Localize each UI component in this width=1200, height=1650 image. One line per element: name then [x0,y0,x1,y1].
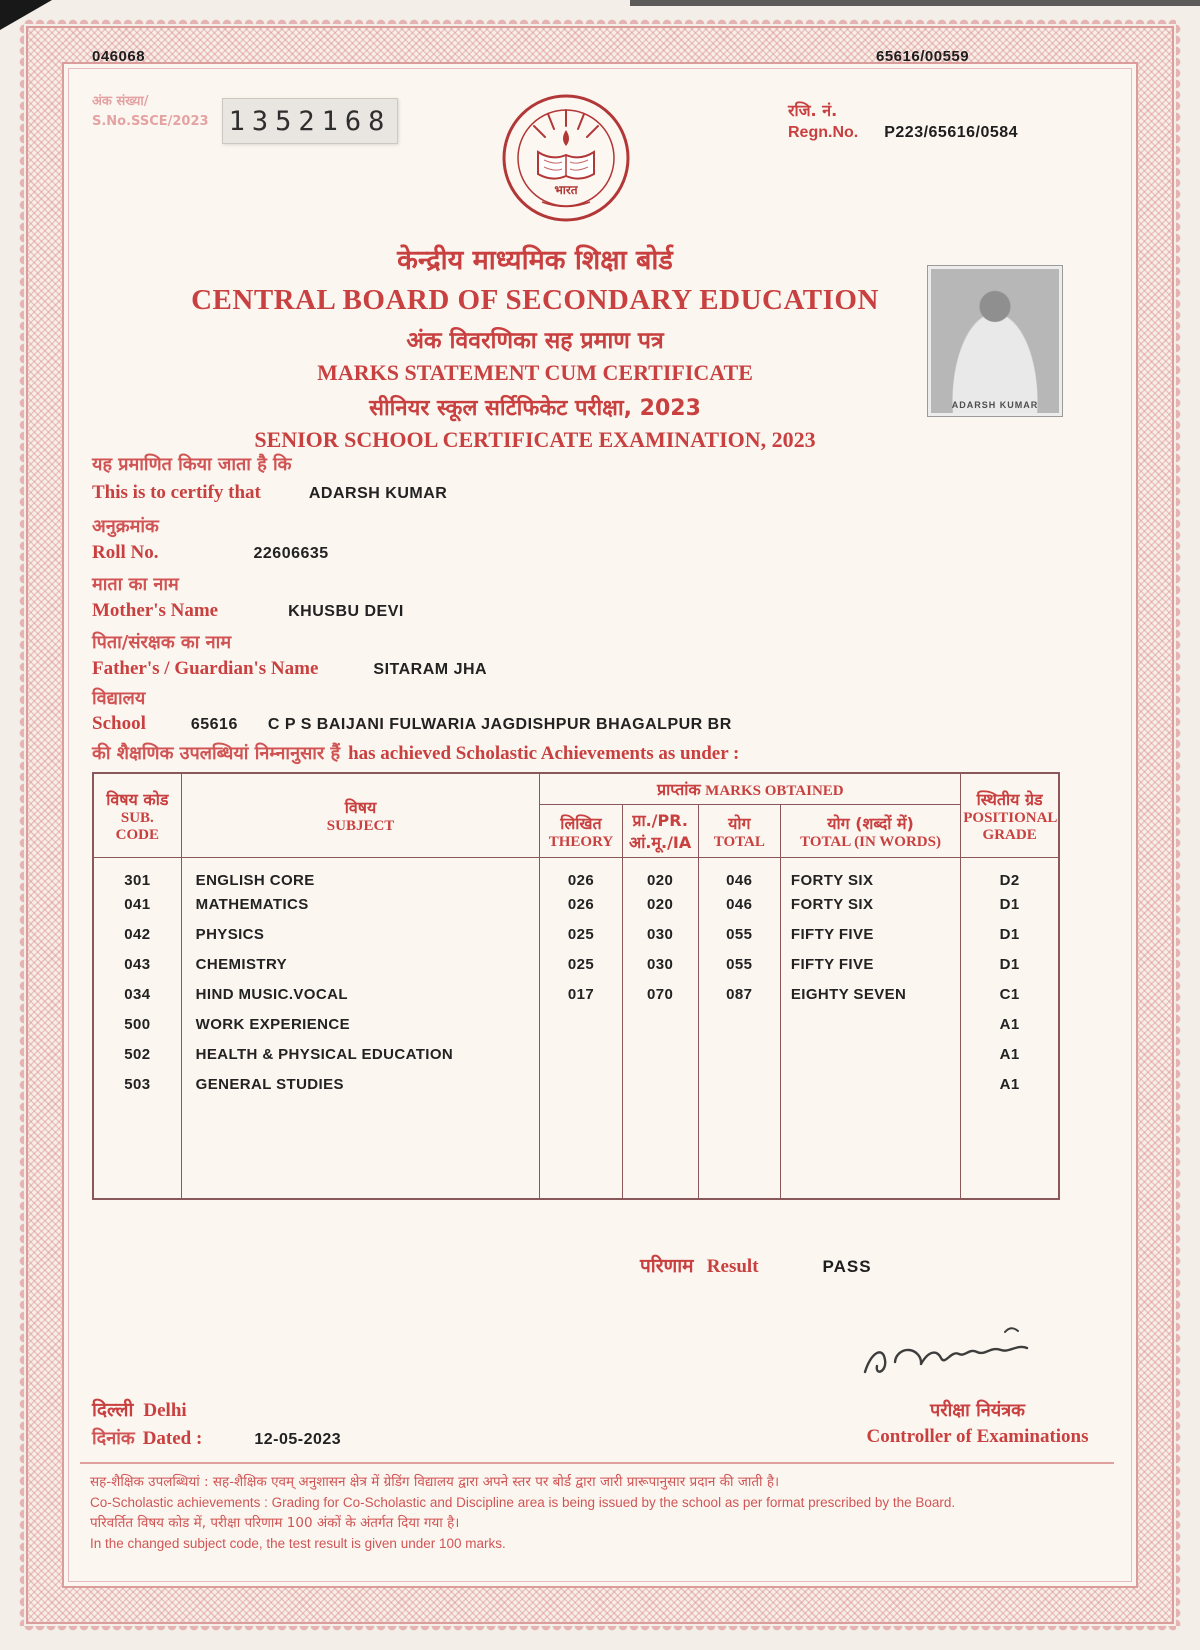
footer-notes [90,1472,1112,1554]
sno-faint-line2: S.No.SSCE/2023 [92,113,209,129]
note-coscholastic-english: Co-Scholastic achievements : Grading for Co-Scholastic and Discipline area is being issued by the school as per format prescribed by the Board. [90,1494,956,1510]
exam-title-hindi: सीनियर स्कूल सर्टिफिकेट परीक्षा, 2023 [369,396,701,421]
col-header-theory: लिखित THEORY [540,805,622,858]
controller-title-english: Controller of Examinations [866,1426,1089,1447]
doc-title-english: MARKS STATEMENT CUM CERTIFICATE [317,360,753,385]
serial-number-left: 046068 [92,48,146,65]
place-hindi: दिल्ली [92,1399,134,1421]
certificate-headers [130,240,940,453]
cell-total: 046 [698,858,780,890]
cell-practical: 030 [622,919,698,949]
school-row [92,713,732,735]
cell-total-words: FORTY SIX [780,889,960,919]
cell-code: 042 [93,919,181,949]
cell-theory [540,1009,622,1039]
achievement-line [92,741,739,765]
mother-label-hindi: माता का नाम [92,574,179,595]
place-row [92,1396,187,1422]
result-label-hindi: परिणाम [640,1255,694,1277]
col-header-marks-obtained: प्राप्तांक MARKS OBTAINED [540,773,961,805]
school-label-hindi: विद्यालय [92,688,146,709]
marks-table [92,772,1060,1200]
col-header-practical: प्रा./PR. आं.मू./IA [622,805,698,858]
cell-subject: WORK EXPERIENCE [181,1009,540,1039]
cell-grade: A1 [961,1009,1059,1039]
mother-label-english: Mother's Name [92,600,219,621]
table-row [93,1069,1059,1099]
cell-subject: GENERAL STUDIES [181,1069,540,1099]
cell-practical [622,1039,698,1069]
controller-title-hindi: परीक्षा नियंत्रक [930,1400,1025,1421]
cell-total [698,1039,780,1069]
cell-subject: ENGLISH CORE [181,858,540,890]
certificate-number-box [222,98,398,144]
cell-practical: 020 [622,858,698,890]
school-name: C P S BAIJANI FULWARIA JAGDISHPUR BHAGALPUR BR [267,716,732,733]
photo-caption: ADARSH KUMAR [951,400,1039,410]
table-row [93,919,1059,949]
col-header-subject-code: विषय कोड SUB. CODE [93,773,181,858]
cell-grade: A1 [961,1039,1059,1069]
place-english: Delhi [143,1400,187,1421]
cell-theory: 025 [540,919,622,949]
col-header-grade: स्थितीय ग्रेड POSITIONAL GRADE [961,773,1059,858]
scan-edge-artifact [630,0,1200,6]
table-row [93,1009,1059,1039]
regn-label-hindi: रजि. नं. [788,101,838,120]
cell-practical [622,1009,698,1039]
dated-row [92,1426,341,1450]
cell-code: 301 [93,858,181,890]
cell-total: 087 [698,979,780,1009]
controller-block [840,1398,1115,1448]
school-code: 65616 [190,716,238,733]
result-label-english: Result [706,1256,759,1277]
cell-theory: 026 [540,858,622,890]
father-label-english: Father's / Guardian's Name [92,658,319,679]
cell-total: 055 [698,949,780,979]
col-header-total: योग TOTAL [698,805,780,858]
cell-code: 502 [93,1039,181,1069]
footer-divider [80,1462,1114,1464]
exam-title-english: SENIOR SCHOOL CERTIFICATE EXAMINATION, 2023 [254,427,816,452]
school-label-english: School [92,713,146,734]
roll-label-english: Roll No. [92,542,159,563]
emblem-bharat-text: भारत [554,183,578,197]
cell-total-words [780,1039,960,1069]
cell-grade: A1 [961,1069,1059,1099]
table-row [93,949,1059,979]
cell-subject: MATHEMATICS [181,889,540,919]
cbse-emblem-icon [498,90,634,226]
certify-row [92,482,447,504]
note-changed-code-hindi: परिवर्तित विषय कोड में, परीक्षा परिणाम 100 अंकों के अंतर्गत दिया गया है। [90,1515,460,1532]
cell-theory: 025 [540,949,622,979]
note-coscholastic-hindi: सह-शैक्षिक उपलब्धियां : सह-शैक्षिक एवम् अनुशासन क्षेत्र में ग्रेडिंग विद्यालय द्वारा अपने स्तर पर बोर्ड द्वारा जारी प्रारूपानुसार प्रदान की जाती है। [90,1474,780,1490]
father-row [92,658,487,680]
doc-title-hindi: अंक विवरणिका सह प्रमाण पत्र [406,328,664,354]
serial-number-right: 65616/00559 [876,48,970,65]
table-row [93,1039,1059,1069]
cell-subject: HEALTH & PHYSICAL EDUCATION [181,1039,540,1069]
cell-total: 046 [698,889,780,919]
board-name-hindi: केन्द्रीय माध्यमिक शिक्षा बोर्ड [397,245,673,276]
cell-grade: C1 [961,979,1059,1009]
controller-signature [855,1316,1040,1394]
cell-code: 034 [93,979,181,1009]
cell-subject: CHEMISTRY [181,949,540,979]
cell-practical [622,1069,698,1099]
cell-practical: 070 [622,979,698,1009]
cell-code: 043 [93,949,181,979]
cell-code: 503 [93,1069,181,1099]
cell-grade: D2 [961,858,1059,890]
achievement-line-hindi: की शैक्षणिक उपलब्धियां निम्नानुसार हैं [92,743,341,764]
dated-label-english: Dated : [142,1428,203,1449]
cell-grade: D1 [961,949,1059,979]
candidate-name: ADARSH KUMAR [308,485,448,502]
achievement-line-english: has achieved Scholastic Achievements as under : [348,743,740,764]
table-row [93,858,1059,890]
cell-theory: 026 [540,889,622,919]
certificate-number: 1352168 [228,105,392,137]
table-row [93,889,1059,919]
cell-grade: D1 [961,889,1059,919]
certify-label-hindi: यह प्रमाणित किया जाता है कि [92,454,292,475]
cell-total: 055 [698,919,780,949]
candidate-photo [928,266,1062,416]
mother-name: KHUSBU DEVI [288,603,404,620]
cell-total-words [780,1069,960,1099]
table-row [93,979,1059,1009]
cell-subject: HIND MUSIC.VOCAL [181,979,540,1009]
note-changed-code-english: In the changed subject code, the test result is given under 100 marks. [90,1535,506,1551]
cell-code: 041 [93,889,181,919]
cell-code: 500 [93,1009,181,1039]
certify-label-english: This is to certify that [92,482,261,503]
cell-total [698,1009,780,1039]
result-row [640,1252,872,1278]
roll-row [92,542,329,564]
col-header-subject: विषय SUBJECT [181,773,540,858]
table-filler-row [93,1099,1059,1199]
cell-practical: 020 [622,889,698,919]
mother-row [92,600,404,622]
roll-number: 22606635 [253,545,329,562]
father-name: SITARAM JHA [373,661,488,678]
cell-practical: 030 [622,949,698,979]
cell-theory [540,1039,622,1069]
cell-total-words: FORTY SIX [780,858,960,890]
registration-block [788,100,1018,143]
father-label-hindi: पिता/संरक्षक का नाम [92,632,232,653]
cell-theory: 017 [540,979,622,1009]
cell-subject: PHYSICS [181,919,540,949]
col-header-total-words: योग (शब्दों में) TOTAL (IN WORDS) [780,805,960,858]
cell-grade: D1 [961,919,1059,949]
board-name-english: CENTRAL BOARD OF SECONDARY EDUCATION [191,284,879,316]
cell-total-words: FIFTY FIVE [780,919,960,949]
result-value: PASS [822,1257,872,1276]
cell-theory [540,1069,622,1099]
regn-value: P223/65616/0584 [884,123,1019,141]
roll-label-hindi: अनुक्रमांक [92,516,159,537]
cell-total-words: EIGHTY SEVEN [780,979,960,1009]
cell-total-words [780,1009,960,1039]
cell-total-words: FIFTY FIVE [780,949,960,979]
sno-faint-line1: अंक संख्या/ [92,94,149,109]
dated-label-hindi: दिनांक [92,1428,135,1449]
dated-value: 12-05-2023 [254,1431,342,1448]
regn-label-english: Regn.No. [788,123,859,141]
cell-total [698,1069,780,1099]
